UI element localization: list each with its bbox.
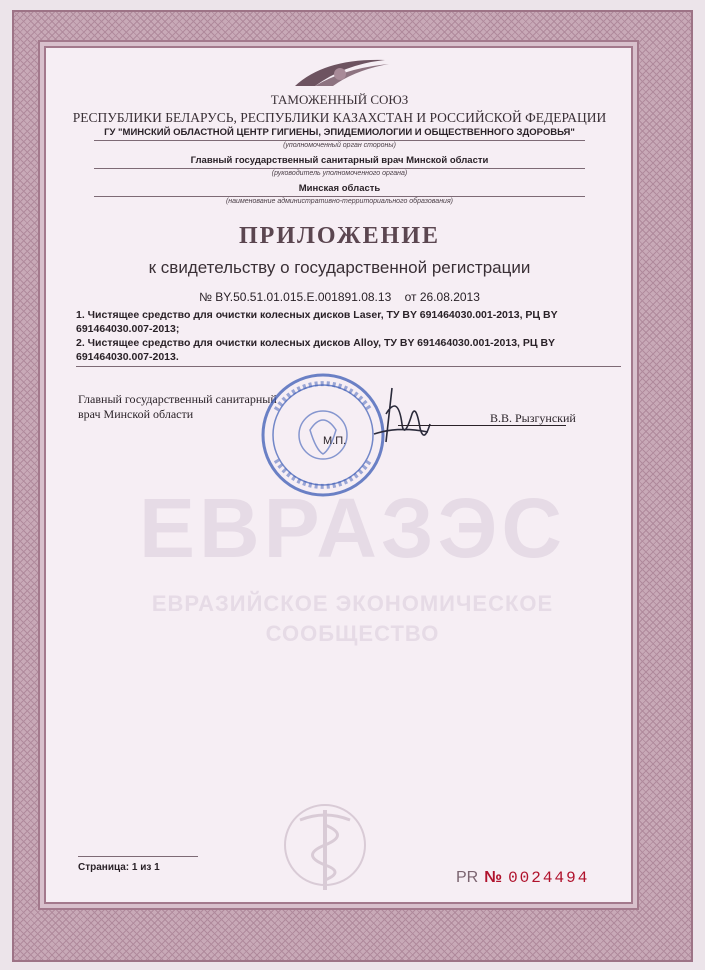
region-caption: (наименование административно-территориального образования) — [225, 198, 454, 205]
serial-value: 0024494 — [508, 869, 590, 887]
serial-sign: № — [484, 869, 503, 886]
handwritten-signature-icon — [368, 384, 438, 459]
document-subtitle: к свидетельству о государственной регистрации — [148, 258, 531, 277]
customs-union-logo-icon — [285, 56, 395, 88]
divider — [76, 366, 621, 367]
serial-number — [456, 869, 589, 887]
divider — [94, 140, 585, 141]
header-block — [58, 56, 621, 367]
divider — [94, 196, 585, 197]
product-item: 2. Чистящее средство для очистки колесных дисков Alloy, ТУ BY 691464030.001-2013, РЦ BY 691464030.007-2013. — [76, 337, 555, 363]
page-counter: Страница: 1 из 1 — [78, 862, 160, 873]
region-name: Минская область — [298, 183, 381, 194]
document-title: ПРИЛОЖЕНИЕ — [238, 223, 441, 249]
signatory-title — [78, 392, 277, 422]
signatory-title-line: Главный государственный санитарный — [78, 392, 277, 406]
product-item: 1. Чистящее средство для очистки колесных дисков Laser, ТУ BY 691464030.001-2013, РЦ BY 691464030.007-2013; — [76, 309, 558, 335]
health-emblem-watermark-icon — [280, 790, 370, 900]
union-title: ТАМОЖЕННЫЙ СОЮЗ — [270, 92, 409, 107]
signatory-title-line: врач Минской области — [78, 407, 194, 421]
watermark-main: ЕВРАЗЭС — [138, 481, 567, 575]
organization-name: ГУ "МИНСКИЙ ОБЛАСТНОЙ ЦЕНТР ГИГИЕНЫ, ЭПИДЕМИОЛОГИИ И ОБЩЕСТВЕННОГО ЗДОРОВЬЯ" — [104, 127, 575, 138]
seal-place-label: М.П. — [323, 435, 347, 447]
divider — [78, 856, 198, 857]
watermark-sub2: СООБЩЕСТВО — [265, 621, 440, 646]
organization-caption: (уполномоченный орган стороны) — [283, 142, 396, 149]
signature-block — [78, 392, 608, 502]
product-list — [58, 308, 621, 364]
registration-number: № BY.50.51.01.015.E.001891.08.13 — [199, 290, 392, 304]
head-caption: (руководитель уполномоченного органа) — [271, 170, 408, 177]
divider — [94, 168, 585, 169]
serial-prefix: PR — [456, 869, 479, 886]
watermark-sub1: ЕВРАЗИЙСКОЕ ЭКОНОМИЧЕСКОЕ — [151, 591, 554, 616]
registration-number-line — [58, 290, 621, 304]
head-of-authority: Главный государственный санитарный врач Минской области — [190, 155, 489, 166]
signatory-name: В.В. Рызгунский — [490, 411, 576, 425]
republics-title: РЕСПУБЛИКИ БЕЛАРУСЬ, РЕСПУБЛИКИ КАЗАХСТАН И РОССИЙСКОЙ ФЕДЕРАЦИИ — [72, 110, 607, 125]
registration-date: от 26.08.2013 — [404, 290, 480, 304]
